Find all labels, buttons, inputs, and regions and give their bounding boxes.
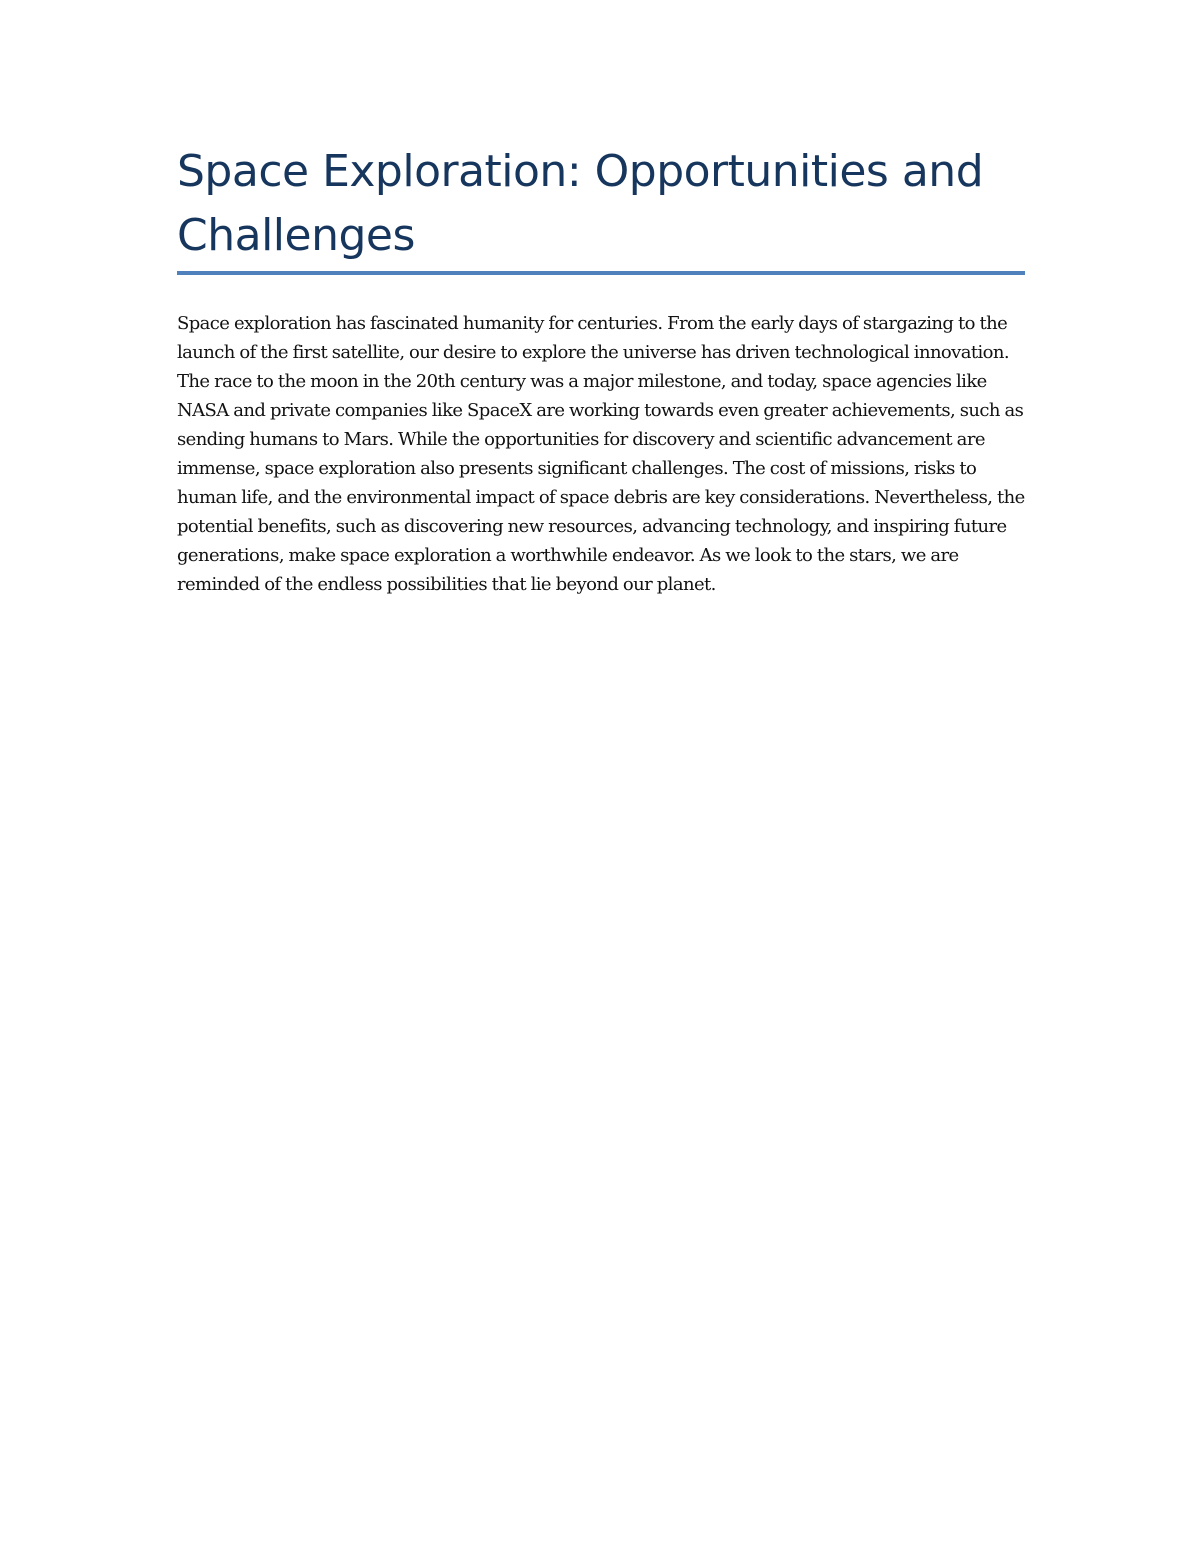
- document-content: [177, 140, 1025, 599]
- document-title: Space Exploration: Opportunities and Challenges: [177, 146, 984, 261]
- body-paragraph: Space exploration has fascinated humanity for centuries. From the early days of stargazing to the launch of the first satellite, our desire to explore the universe has driven technological innovation. The race to the moon in the 20th century was a major milestone, and today, space agencies like NASA and private companies like SpaceX are working towards even greater achievements, such as sending humans to Mars. While the opportunities for discovery and scientific advancement are immense, space exploration also presents significant challenges. The cost of missions, risks to human life, and the environmental impact of space debris are key considerations. Nevertheless, the potential benefits, such as discovering new resources, advancing technology, and inspiring future generations, make space exploration a worthwhile endeavor. As we look to the stars, we are reminded of the endless possibilities that lie beyond our planet.: [177, 313, 1025, 595]
- title-underline-rule: [177, 271, 1025, 275]
